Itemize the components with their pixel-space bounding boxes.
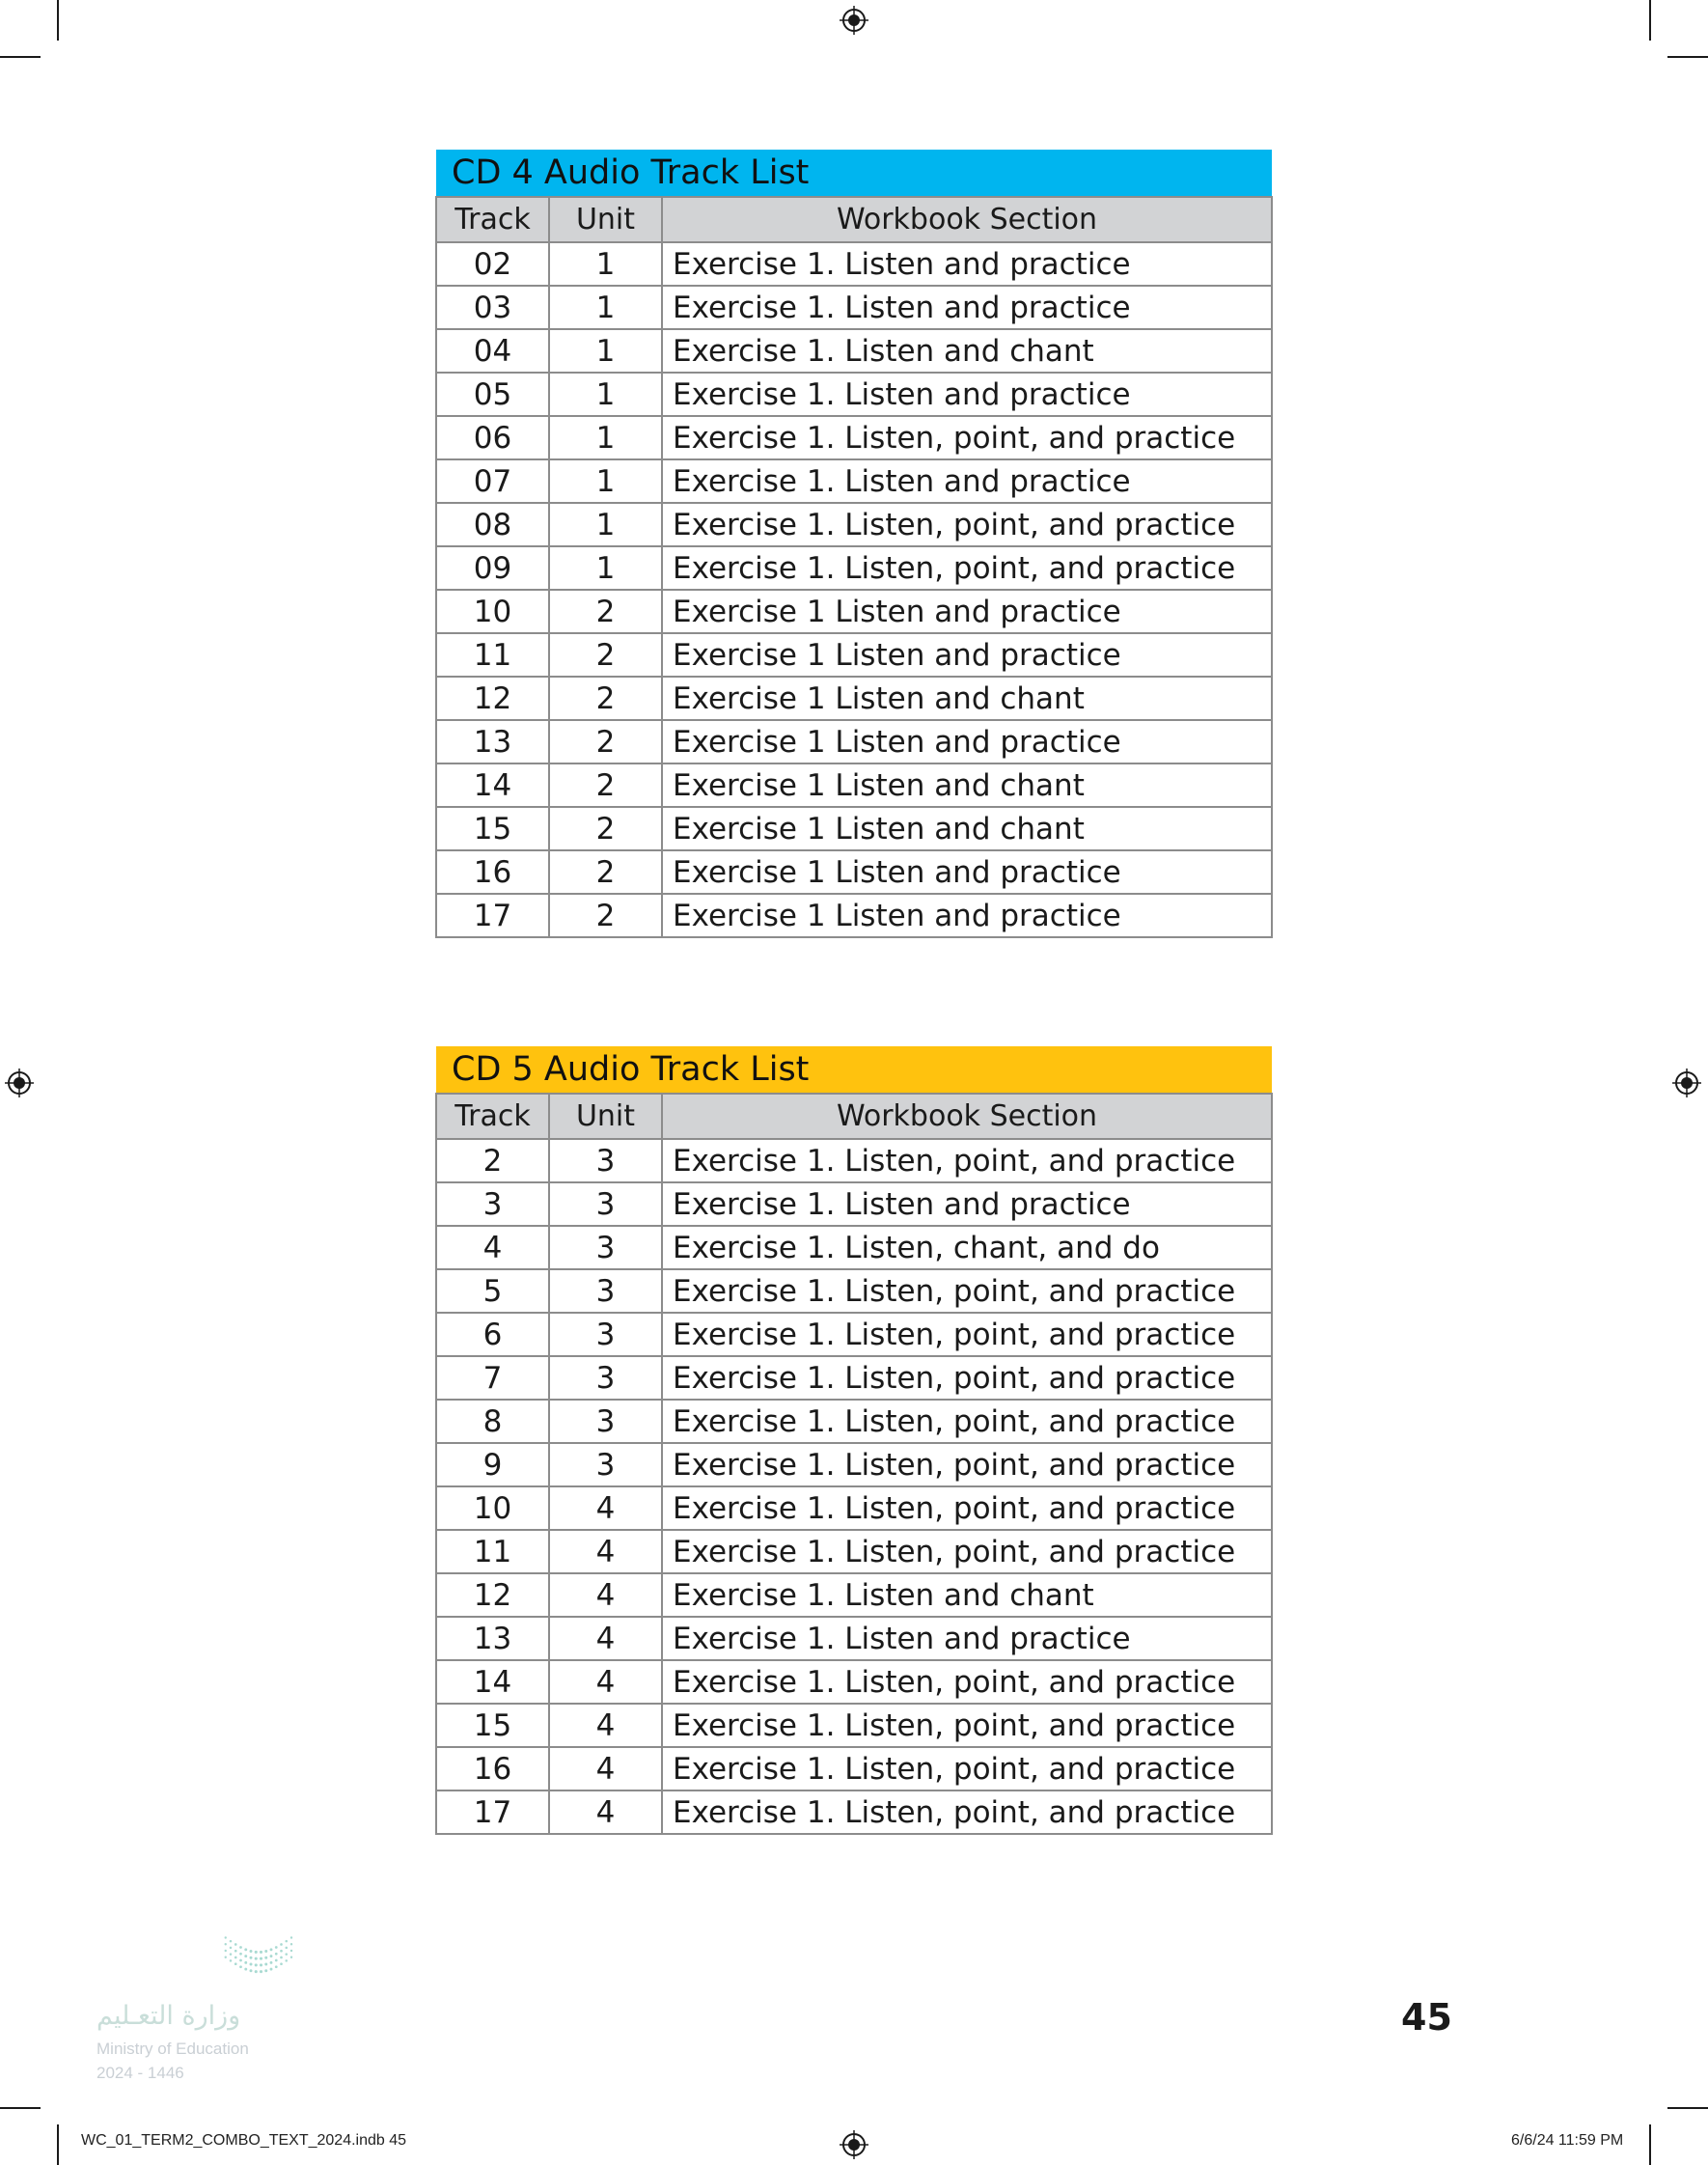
column-header-unit: Unit [549,197,662,242]
crop-mark [1649,0,1651,41]
slug-datetime: 6/6/24 11:59 PM [1511,2132,1624,2149]
track-cell: 15 [436,1704,549,1747]
track-cell: 02 [436,242,549,286]
unit-cell: 3 [549,1313,662,1356]
track-cell: 13 [436,1617,549,1660]
unit-cell: 2 [549,677,662,720]
unit-cell: 3 [549,1139,662,1182]
section-cell: Exercise 1. Listen and chant [662,329,1272,373]
section-cell: Exercise 1 Listen and practice [662,894,1272,937]
crop-mark [57,0,59,41]
cd4-table-title: CD 4 Audio Track List [436,150,1272,197]
section-cell: Exercise 1. Listen, point, and practice [662,546,1272,590]
section-cell: Exercise 1. Listen and chant [662,1573,1272,1617]
section-cell: Exercise 1. Listen and practice [662,286,1272,329]
unit-cell: 4 [549,1530,662,1573]
section-cell: Exercise 1. Listen, point, and practice [662,1269,1272,1313]
track-cell: 13 [436,720,549,763]
unit-cell: 1 [549,416,662,459]
table-row [436,286,1272,329]
crop-mark [1667,2107,1708,2109]
unit-cell: 1 [549,242,662,286]
table-row [436,1313,1272,1356]
registration-mark-icon [840,2130,868,2159]
track-cell: 12 [436,677,549,720]
unit-cell: 1 [549,459,662,503]
unit-cell: 3 [549,1269,662,1313]
section-cell: Exercise 1. Listen and practice [662,459,1272,503]
track-cell: 3 [436,1182,549,1226]
unit-cell: 4 [549,1704,662,1747]
section-cell: Exercise 1. Listen, point, and practice [662,503,1272,546]
table-row [436,373,1272,416]
ministry-name-english: Ministry of Education [96,2040,249,2058]
track-cell: 17 [436,1790,549,1834]
ministry-year: 2024 - 1446 [96,2064,184,2082]
track-cell: 09 [436,546,549,590]
cd4-track-table [435,150,1273,938]
unit-cell: 4 [549,1747,662,1790]
registration-mark-icon [5,1069,34,1097]
track-cell: 14 [436,763,549,807]
track-cell: 08 [436,503,549,546]
track-cell: 11 [436,1530,549,1573]
unit-cell: 1 [549,546,662,590]
column-header-track: Track [436,197,549,242]
ministry-name-arabic: وزارة التعـليم [96,2001,241,2031]
unit-cell: 2 [549,633,662,677]
table-row [436,1530,1272,1573]
table-row [436,1226,1272,1269]
table-row [436,633,1272,677]
section-cell: Exercise 1 Listen and chant [662,763,1272,807]
cd5-track-table [435,1046,1273,1835]
table-row [436,1139,1272,1182]
section-cell: Exercise 1. Listen and practice [662,1617,1272,1660]
table-row [436,416,1272,459]
unit-cell: 1 [549,503,662,546]
table-row [436,1747,1272,1790]
track-cell: 4 [436,1226,549,1269]
unit-cell: 4 [549,1573,662,1617]
table-row [436,1573,1272,1617]
unit-cell: 1 [549,286,662,329]
registration-mark-icon [840,6,868,35]
section-cell: Exercise 1. Listen, point, and practice [662,1400,1272,1443]
crop-mark [0,2107,41,2109]
track-cell: 17 [436,894,549,937]
track-cell: 05 [436,373,549,416]
unit-cell: 2 [549,894,662,937]
section-cell: Exercise 1 Listen and chant [662,677,1272,720]
column-header-row [436,1094,1272,1139]
table-row [436,1400,1272,1443]
track-cell: 12 [436,1573,549,1617]
track-cell: 9 [436,1443,549,1486]
cd5-table-title: CD 5 Audio Track List [436,1046,1272,1094]
table-row [436,1486,1272,1530]
table-row [436,1617,1272,1660]
table-row [436,1356,1272,1400]
unit-cell: 2 [549,807,662,850]
crop-mark [1667,56,1708,58]
track-cell: 06 [436,416,549,459]
track-cell: 07 [436,459,549,503]
unit-cell: 3 [549,1400,662,1443]
section-cell: Exercise 1. Listen, point, and practice [662,1704,1272,1747]
section-cell: Exercise 1. Listen, point, and practice [662,416,1272,459]
registration-mark-icon [1672,1069,1701,1097]
section-cell: Exercise 1. Listen, point, and practice [662,1443,1272,1486]
section-cell: Exercise 1. Listen, point, and practice [662,1660,1272,1704]
table-row [436,807,1272,850]
table-row [436,503,1272,546]
section-cell: Exercise 1. Listen, point, and practice [662,1486,1272,1530]
unit-cell: 3 [549,1356,662,1400]
section-cell: Exercise 1. Listen, point, and practice [662,1790,1272,1834]
track-cell: 04 [436,329,549,373]
section-cell: Exercise 1. Listen, point, and practice [662,1747,1272,1790]
track-cell: 7 [436,1356,549,1400]
table-row [436,1182,1272,1226]
track-cell: 15 [436,807,549,850]
track-cell: 14 [436,1660,549,1704]
table-row [436,1443,1272,1486]
unit-cell: 2 [549,850,662,894]
section-cell: Exercise 1 Listen and practice [662,633,1272,677]
section-cell: Exercise 1. Listen, point, and practice [662,1313,1272,1356]
section-cell: Exercise 1. Listen, chant, and do [662,1226,1272,1269]
unit-cell: 4 [549,1617,662,1660]
table-row [436,1660,1272,1704]
table-row [436,850,1272,894]
section-cell: Exercise 1 Listen and practice [662,720,1272,763]
unit-cell: 1 [549,329,662,373]
table-row [436,720,1272,763]
section-cell: Exercise 1. Listen and practice [662,242,1272,286]
unit-cell: 3 [549,1182,662,1226]
table-row [436,329,1272,373]
unit-cell: 3 [549,1226,662,1269]
unit-cell: 4 [549,1790,662,1834]
section-cell: Exercise 1. Listen, point, and practice [662,1530,1272,1573]
track-cell: 6 [436,1313,549,1356]
unit-cell: 2 [549,720,662,763]
table-row [436,546,1272,590]
track-cell: 5 [436,1269,549,1313]
track-cell: 11 [436,633,549,677]
page-number: 45 [1401,1996,1452,2039]
table-row [436,1704,1272,1747]
section-cell: Exercise 1. Listen and practice [662,373,1272,416]
track-cell: 03 [436,286,549,329]
table-row [436,590,1272,633]
ministry-logo-icon [174,1930,343,1988]
unit-cell: 1 [549,373,662,416]
table-row [436,1269,1272,1313]
unit-cell: 2 [549,763,662,807]
crop-mark [57,2124,59,2165]
column-header-section: Workbook Section [662,197,1272,242]
table-row [436,677,1272,720]
track-cell: 8 [436,1400,549,1443]
unit-cell: 2 [549,590,662,633]
column-header-row [436,197,1272,242]
section-cell: Exercise 1 Listen and practice [662,850,1272,894]
crop-mark [1649,2124,1651,2165]
section-cell: Exercise 1. Listen, point, and practice [662,1356,1272,1400]
crop-mark [0,56,41,58]
section-cell: Exercise 1. Listen and practice [662,1182,1272,1226]
unit-cell: 3 [549,1443,662,1486]
section-cell: Exercise 1. Listen, point, and practice [662,1139,1272,1182]
column-header-track: Track [436,1094,549,1139]
track-cell: 16 [436,850,549,894]
slug-filename: WC_01_TERM2_COMBO_TEXT_2024.indb 45 [81,2132,407,2149]
section-cell: Exercise 1 Listen and chant [662,807,1272,850]
table-row [436,1790,1272,1834]
table-row [436,894,1272,937]
column-header-section: Workbook Section [662,1094,1272,1139]
table-row [436,459,1272,503]
track-cell: 10 [436,1486,549,1530]
table-row [436,242,1272,286]
unit-cell: 4 [549,1660,662,1704]
column-header-unit: Unit [549,1094,662,1139]
table-row [436,763,1272,807]
section-cell: Exercise 1 Listen and practice [662,590,1272,633]
track-cell: 16 [436,1747,549,1790]
unit-cell: 4 [549,1486,662,1530]
track-cell: 2 [436,1139,549,1182]
track-cell: 10 [436,590,549,633]
